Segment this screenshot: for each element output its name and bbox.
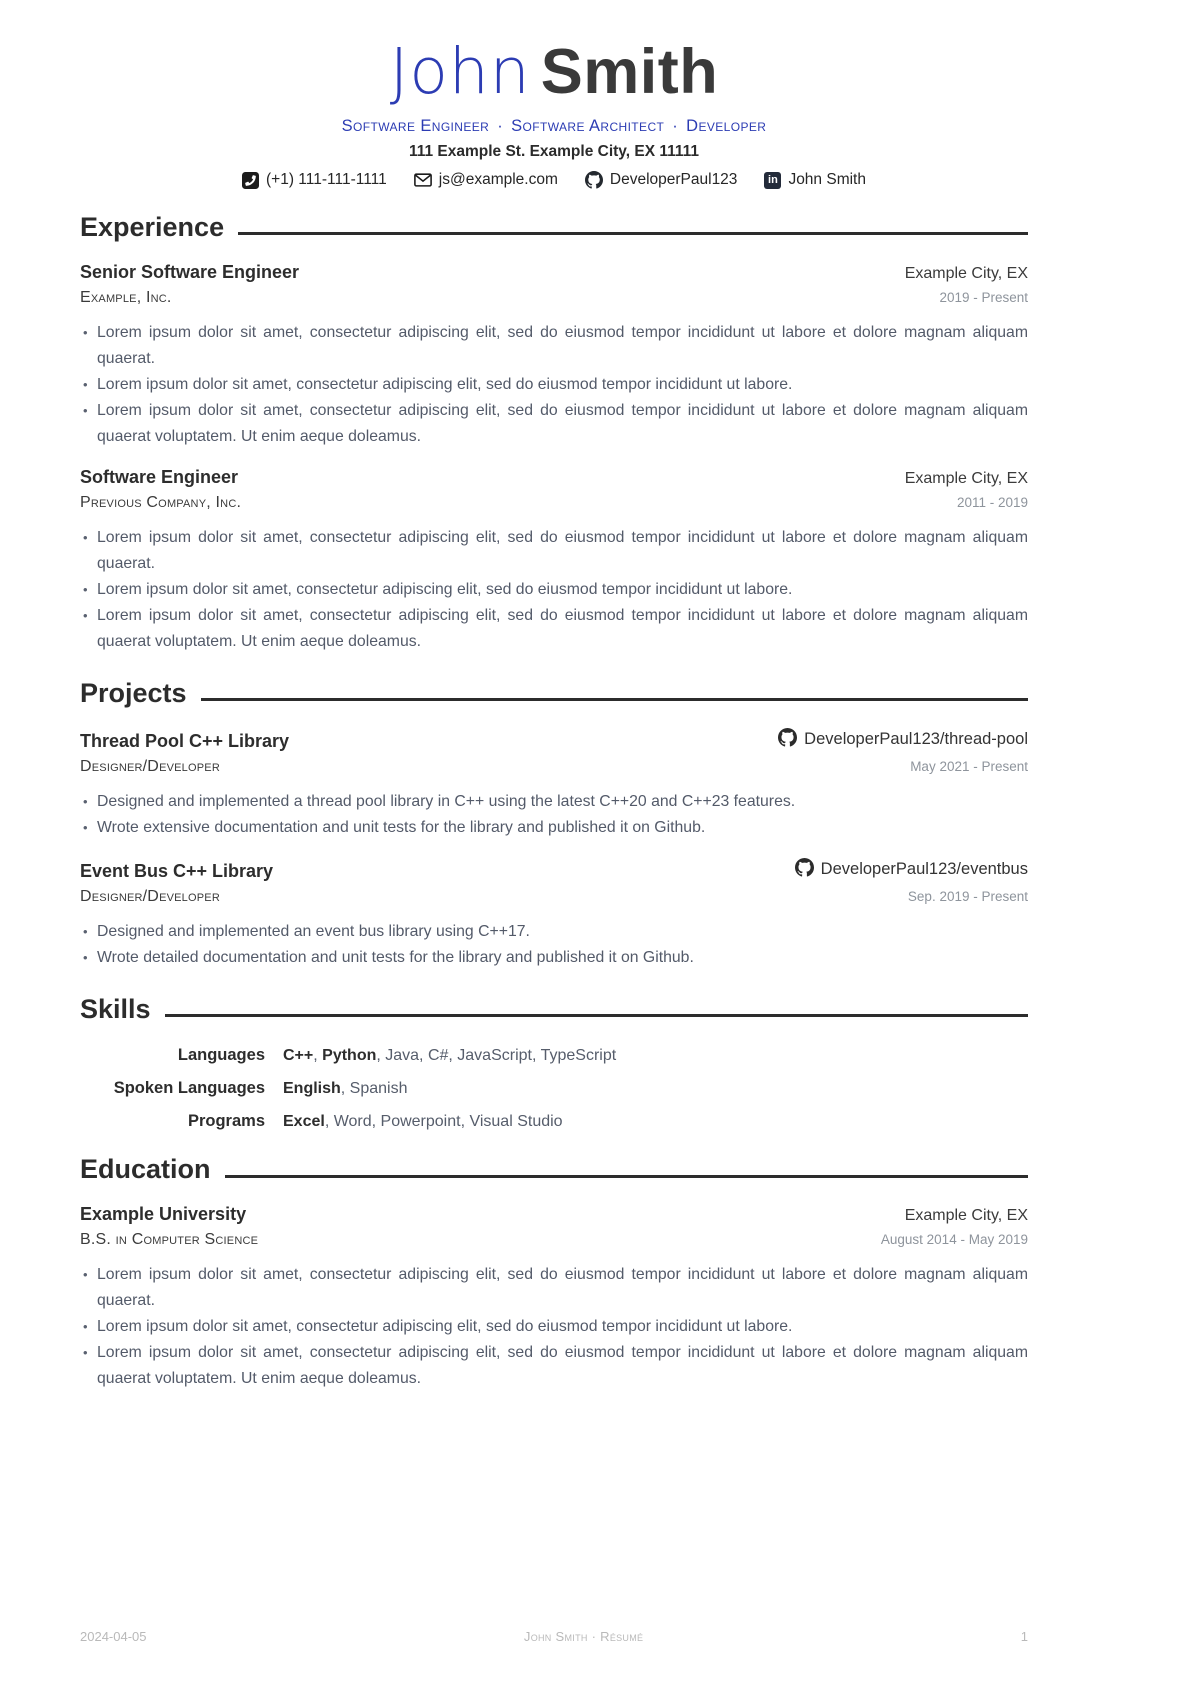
repo-path: DeveloperPaul123/thread-pool xyxy=(804,730,1028,748)
phone-number: (+1) 111-111-1111 xyxy=(266,171,387,188)
phone-link[interactable] xyxy=(242,171,387,189)
project-name: Event Bus C++ Library xyxy=(80,860,274,881)
email-link[interactable] xyxy=(414,171,558,189)
skills-table xyxy=(80,1046,1028,1131)
tagline: Software Engineer xyxy=(341,117,490,135)
project-bullets xyxy=(80,789,1028,841)
taglines xyxy=(80,117,1028,136)
tagline-separator: · xyxy=(497,117,504,135)
project-role: Designer/Developer xyxy=(80,757,220,775)
section-education xyxy=(80,1153,1028,1392)
bullet-item: • Designed and implemented an event bus library using C++17. xyxy=(80,919,1028,945)
project-name: Thread Pool C++ Library xyxy=(80,730,290,751)
footer-document-title: John Smith · Résumé xyxy=(523,1629,644,1644)
section-heading xyxy=(80,211,1028,245)
github-icon xyxy=(795,858,814,882)
bullet-item: • Lorem ipsum dolor sit amet, consectetur adipiscing elit, sed do eiusmod tempor incididunt ut labore et dolore magnam aliquam quaerat voluptatem. Ut enim aeque doleamus. xyxy=(80,603,1028,655)
bullet-item: • Lorem ipsum dolor sit amet, consectetur adipiscing elit, sed do eiusmod tempor incididunt ut labore et dolore magnam aliquam quaerat. xyxy=(80,320,1028,372)
last-name: Smith xyxy=(540,37,719,107)
bullet-item: • Lorem ipsum dolor sit amet, consectetur adipiscing elit, sed do eiusmod tempor incididunt ut labore et dolore magnam aliquam quaerat voluptatem. Ut enim aeque doleamus. xyxy=(80,1340,1028,1392)
bullet-item: • Wrote extensive documentation and unit tests for the library and published it on Github. xyxy=(80,815,1028,841)
address: 111 Example St. Example City, EX 11111 xyxy=(408,143,700,160)
project-repo-link[interactable] xyxy=(795,858,1028,882)
job-title: Senior Software Engineer xyxy=(80,261,300,282)
heading-rule xyxy=(165,1014,1028,1017)
job-location: Example City, EX xyxy=(904,264,1028,282)
job-dates: 2019 - Present xyxy=(939,289,1028,305)
project-dates: Sep. 2019 - Present xyxy=(907,888,1028,904)
bullet-item: • Wrote detailed documentation and unit tests for the library and published it on Github. xyxy=(80,945,1028,971)
project-repo-link[interactable] xyxy=(778,728,1028,752)
skill-category: Spoken Languages xyxy=(113,1079,265,1098)
project-entry xyxy=(80,858,1028,971)
school-name: Example University xyxy=(80,1204,247,1224)
bullet-item: • Lorem ipsum dolor sit amet, consectetur adipiscing elit, sed do eiusmod tempor incididunt ut labore et dolore magnam aliquam quaerat voluptatem. Ut enim aeque doleamus. xyxy=(80,398,1028,450)
job-entry xyxy=(80,262,1028,450)
section-title: Experience xyxy=(80,212,225,242)
job-company: Previous Company, Inc. xyxy=(80,493,242,511)
section-heading xyxy=(80,993,1028,1027)
heading-rule xyxy=(201,698,1028,701)
skill-row xyxy=(80,1112,1028,1131)
skill-values: Excel, Word, Powerpoint, Visual Studio xyxy=(283,1113,563,1131)
resume-content xyxy=(80,0,1028,1392)
heading-rule xyxy=(225,1175,1028,1178)
bullet-item: • Lorem ipsum dolor sit amet, consectetur adipiscing elit, sed do eiusmod tempor incididunt ut labore et dolore magnam aliquam quaerat. xyxy=(80,1262,1028,1314)
bullet-item: • Designed and implemented a thread pool library in C++ using the latest C++20 and C++23 features. xyxy=(80,789,1028,815)
skill-row xyxy=(80,1079,1028,1098)
first-name: John xyxy=(389,35,531,108)
tagline-separator: · xyxy=(672,117,679,135)
email-icon xyxy=(414,173,432,187)
job-bullets xyxy=(80,320,1028,450)
section-experience xyxy=(80,211,1028,655)
skill-values: C++, Python, Java, C#, JavaScript, TypeScript xyxy=(283,1047,617,1065)
footer-date: 2024-04-05 xyxy=(80,1629,147,1644)
repo-path: DeveloperPaul123/eventbus xyxy=(820,860,1028,878)
project-entry xyxy=(80,728,1028,841)
section-projects xyxy=(80,677,1028,971)
page-footer xyxy=(80,1629,1028,1644)
skill-row xyxy=(80,1046,1028,1065)
section-title: Education xyxy=(80,1154,211,1185)
github-profile-link[interactable] xyxy=(585,171,738,189)
footer-page-number: 1 xyxy=(1020,1629,1028,1644)
bullet-item: • Lorem ipsum dolor sit amet, consectetur adipiscing elit, sed do eiusmod tempor incididunt ut labore. xyxy=(80,372,1028,398)
section-heading xyxy=(80,677,1028,711)
job-title: Software Engineer xyxy=(80,466,239,487)
school-dates: August 2014 - May 2019 xyxy=(880,1232,1028,1247)
project-bullets xyxy=(80,919,1028,971)
skill-values: English, Spanish xyxy=(283,1080,408,1098)
section-heading xyxy=(80,1153,1028,1187)
linkedin-name: John Smith xyxy=(788,171,866,188)
github-username: DeveloperPaul123 xyxy=(609,171,738,188)
education-entry xyxy=(80,1204,1028,1392)
email-address: js@example.com xyxy=(438,171,558,188)
job-location: Example City, EX xyxy=(904,469,1028,487)
contact-row xyxy=(80,171,1028,189)
bullet-item: • Lorem ipsum dolor sit amet, consectetur adipiscing elit, sed do eiusmod tempor incididunt ut labore et dolore magnam aliquam quaerat. xyxy=(80,525,1028,577)
project-dates: May 2021 - Present xyxy=(910,758,1028,774)
education-bullets xyxy=(80,1262,1028,1392)
job-bullets xyxy=(80,525,1028,655)
github-icon xyxy=(778,728,797,752)
linkedin-link[interactable] xyxy=(764,171,866,189)
tagline: Software Architect xyxy=(511,117,665,135)
full-name xyxy=(80,35,1028,108)
phone-icon xyxy=(242,172,259,189)
bullet-item: • Lorem ipsum dolor sit amet, consectetur adipiscing elit, sed do eiusmod tempor incididunt ut labore. xyxy=(80,577,1028,603)
github-icon xyxy=(585,171,603,189)
degree: B.S. in Computer Science xyxy=(80,1231,259,1248)
section-title: Projects xyxy=(80,677,187,708)
section-skills xyxy=(80,993,1028,1132)
heading-rule xyxy=(238,232,1028,235)
project-role: Designer/Developer xyxy=(80,887,220,905)
job-entry xyxy=(80,467,1028,655)
skill-category: Programs xyxy=(187,1112,265,1131)
job-company: Example, Inc. xyxy=(80,288,172,306)
bullet-item: • Lorem ipsum dolor sit amet, consectetur adipiscing elit, sed do eiusmod tempor incididunt ut labore. xyxy=(80,1314,1028,1340)
skill-category: Languages xyxy=(177,1046,265,1065)
tagline: Developer xyxy=(686,117,767,135)
job-dates: 2011 - 2019 xyxy=(956,494,1028,510)
linkedin-icon xyxy=(764,172,781,189)
section-title: Skills xyxy=(80,993,151,1024)
school-location: Example City, EX xyxy=(904,1207,1028,1224)
